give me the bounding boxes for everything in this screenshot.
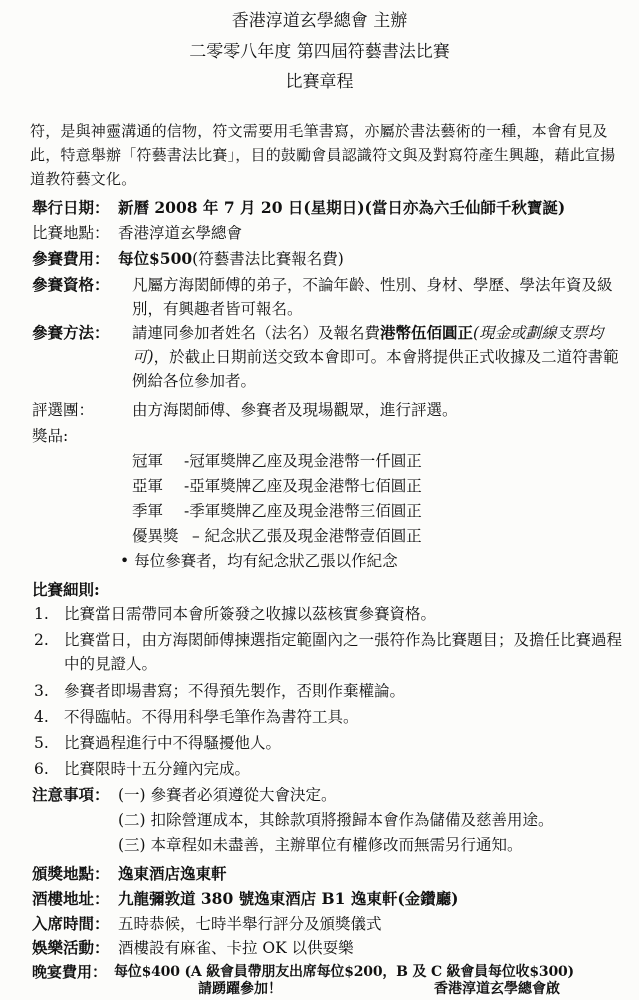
rule-text: 比賽當日需帶同本會所簽發之收據以茲核實參賽資格。 — [64, 605, 437, 623]
prize-desc: -亞軍獎牌乙座及現金港幣七佰圓正 — [184, 477, 422, 495]
rule-number: 6. — [34, 760, 49, 778]
prizes-label: 獎品: — [32, 427, 69, 445]
time-value: 五時恭候，七時半舉行評分及頒獎儀式 — [118, 915, 382, 933]
event-title: 二零零八年度 第四屆符藝書法比賽 — [189, 42, 450, 62]
note-number: (三) — [118, 836, 146, 854]
award-venue-value: 逸東酒店逸東軒 — [118, 864, 227, 883]
rule-number: 5. — [34, 734, 49, 752]
method-amount: 港幣伍佰圓正 — [380, 323, 474, 342]
prize-merit — [132, 524, 422, 548]
fee-label: 參賽費用： — [32, 249, 110, 268]
dinner-fee-label: 晚宴費用： — [32, 963, 108, 981]
prize-desc: -冠軍獎牌乙座及現金港幣一仟圓正 — [184, 452, 422, 470]
restaurant-value: 九龍彌敦道 380 號逸東酒店 B1 逸東軒(金鑽廳) — [118, 889, 459, 908]
notes-label: 注意事項： — [32, 785, 110, 804]
eligibility-value: 凡屬方海閎師傅的弟子，不論年齡、性別、身材、學歷、學法年資及級別，有興趣者皆可報名。 — [132, 276, 613, 318]
note-text: 本章程如未盡善，主辦單位有權修改而無需另行通知。 — [150, 836, 523, 854]
organizer-line: 香港淳道玄學總會 主辦 — [231, 11, 408, 31]
note-text: 扣除營運成本，其餘款項將撥歸本會作為儲備及慈善用途。 — [150, 811, 554, 829]
method-part2: ，於截止日期前送交致本會即可。本會將提供正式收據及二道符書範例給各位參加者。 — [132, 348, 619, 390]
note-text: 參賽者必須遵從大會決定。 — [150, 786, 337, 804]
restaurant-label: 酒樓地址： — [32, 889, 110, 908]
judging-value: 由方海閎師傅、參賽者及現場觀眾，進行評選。 — [132, 401, 458, 419]
eligibility-label: 參賽資格： — [32, 275, 110, 294]
entertainment-label: 娛樂活動： — [32, 938, 110, 957]
note-item — [118, 808, 554, 832]
date-value: 新曆 2008 年 7 月 20 日(星期日)(當日亦為六壬仙師千秋寶誕) — [118, 198, 566, 217]
rule-text: 參賽者即場書寫；不得預先製作，否則作棄權論。 — [64, 682, 406, 700]
closing-invitation: 請踴躍參加！ — [198, 981, 282, 997]
prize-runner-up — [132, 474, 422, 498]
prize-name: 冠軍 — [132, 452, 164, 470]
rules-title: 比賽章程 — [285, 72, 354, 92]
method-part1: 請連同參加者姓名（法名）及報名費 — [132, 324, 381, 342]
note-number: (一) — [118, 786, 146, 804]
rule-text: 比賽當日，由方海閎師傅揀選指定範圍內之一張符作為比賽題目；及擔任比賽過程中的見證人。 — [64, 631, 623, 673]
note-item — [118, 833, 523, 857]
judging-label: 評選團： — [32, 401, 95, 419]
rule-text: 比賽限時十五分鐘內完成。 — [64, 760, 251, 778]
note-item — [118, 783, 337, 807]
rules-heading: 比賽細則: — [32, 580, 100, 599]
method-label: 參賽方法： — [32, 323, 110, 342]
fee-note: (符藝書法比賽報名費) — [192, 250, 344, 268]
award-venue-label: 頒獎地點： — [32, 864, 110, 883]
rule-number: 4. — [34, 708, 49, 726]
rule-text: 比賽過程進行中不得騷擾他人。 — [64, 734, 282, 752]
prize-desc: -季軍獎牌乙座及現金港幣三佰圓正 — [184, 502, 422, 520]
rule-number: 1. — [34, 605, 49, 623]
dinner-fee-value: 每位$400 (A 級會員帶朋友出席每位$200，B 及 C 級會員每位收$300) — [114, 964, 574, 980]
method-payment-note: (現金或劃線支票均可) — [132, 324, 604, 366]
rule-number: 3. — [34, 682, 49, 700]
rule-number: 2. — [34, 631, 49, 649]
prize-third — [132, 499, 422, 523]
venue-value: 香港淳道玄學總會 — [118, 224, 243, 242]
note-number: (二) — [118, 811, 146, 829]
prize-champion — [132, 449, 422, 473]
prize-participant-note: • 每位參賽者，均有紀念狀乙張以作紀念 — [120, 552, 398, 570]
prize-name: 亞軍 — [132, 477, 164, 495]
intro-paragraph: 符，是與神靈溝通的信物，符文需要用毛筆書寫，亦屬於書法藝術的一種，本會有見及此，特意舉辦「符藝書法比賽」，目的鼓勵會員認識符文與及對寫符產生興趣，藉此宣揚道教符藝文化。 — [30, 122, 616, 188]
venue-label: 比賽地點： — [32, 224, 110, 242]
entertainment-value: 酒樓設有麻雀、卡拉 OK 以供耍樂 — [118, 939, 354, 957]
time-label: 入席時間： — [32, 914, 110, 933]
fee-row — [118, 247, 344, 271]
fee-value: 每位$500 — [118, 249, 193, 268]
closing-signature: 香港淳道玄學總會啟 — [434, 981, 560, 997]
prize-desc: – 紀念狀乙張及現金港幣壹佰圓正 — [192, 527, 422, 545]
method-value — [132, 321, 628, 393]
prize-name: 季軍 — [132, 502, 164, 520]
date-label: 舉行日期： — [32, 198, 110, 217]
prize-name: 優異獎 — [132, 527, 179, 545]
rule-text: 不得臨帖。不得用科學毛筆作為書符工具。 — [64, 708, 359, 726]
